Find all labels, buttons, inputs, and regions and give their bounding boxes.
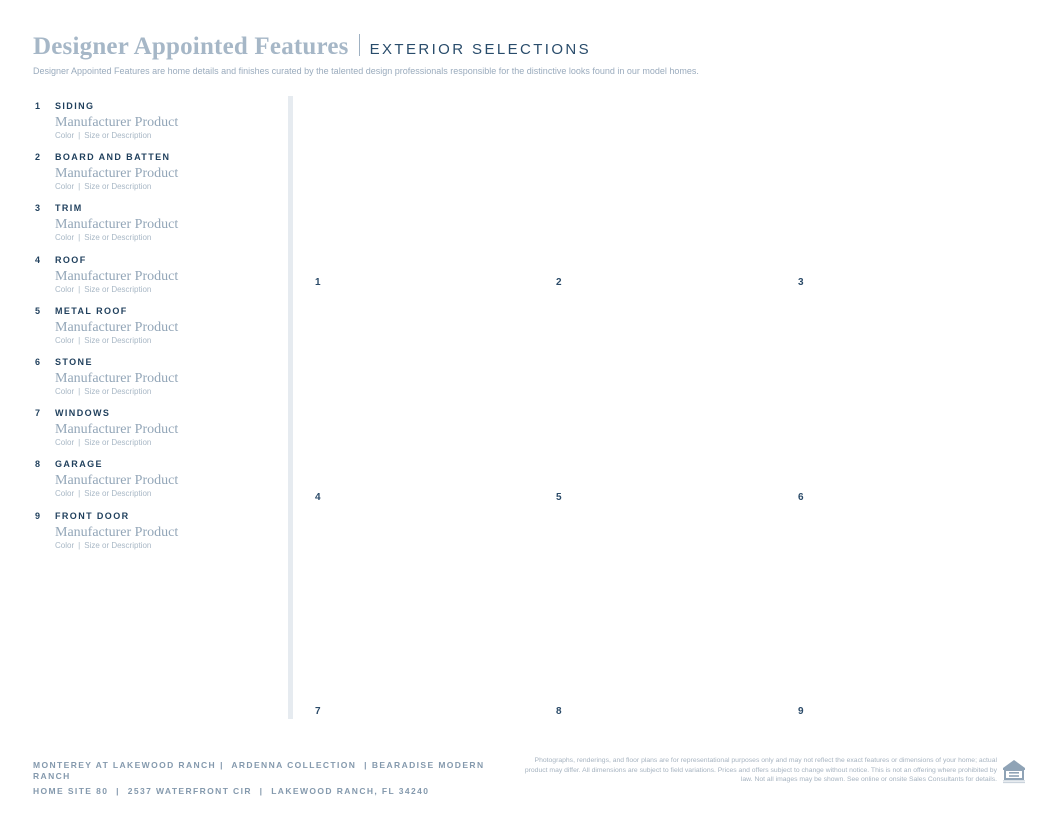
item-category: GARAGE (55, 459, 103, 470)
selection-item: 5 METAL ROOF Manufacturer Product Color | Size or Description (35, 305, 275, 356)
item-number: 1 (35, 101, 42, 111)
item-color: Color (55, 233, 75, 243)
item-size: Size or Description (84, 386, 152, 396)
item-color: Color (55, 284, 75, 294)
image-slot-label: 7 (315, 706, 321, 717)
item-number: 8 (35, 459, 42, 470)
item-number: 7 (35, 408, 42, 419)
item-category: ROOF (55, 254, 87, 265)
footer-collection: ARDENNA COLLECTION (231, 760, 357, 770)
footer-address-block: MONTEREY AT LAKEWOOD RANCH | ARDENNA COLLECTION | BEARADISE MODERN RANCH HOME SITE 80 | 2537 WATERFRONT CIR | LAKEWOOD RANCH, FL 34240 (33, 760, 485, 796)
item-category: TRIM (55, 203, 83, 214)
selection-item: 2 BOARD AND BATTEN Manufacturer Product Color | Size or Description (35, 151, 275, 202)
item-product: Manufacturer Product (55, 473, 179, 489)
selection-item: 6 STONE Manufacturer Product Color | Size or Description (35, 356, 275, 407)
footer-home-site: HOME SITE 80 (33, 786, 109, 796)
selection-list (35, 100, 275, 561)
item-product: Manufacturer Product (55, 217, 179, 233)
item-size: Size or Description (84, 438, 152, 448)
item-category: STONE (55, 356, 93, 367)
image-slot-label: 1 (315, 277, 321, 288)
title-divider (359, 34, 360, 56)
footer-address: 2537 WATERFRONT CIR (127, 786, 252, 796)
item-product: Manufacturer Product (55, 319, 179, 335)
item-number: 2 (35, 152, 42, 163)
selection-item: 9 FRONT DOOR Manufacturer Product Color | Size or Description (35, 510, 275, 561)
image-slot-label: 6 (798, 492, 804, 503)
page-title: Designer Appointed Features (33, 33, 349, 60)
image-slot-label: 9 (798, 706, 804, 717)
item-product: Manufacturer Product (55, 370, 179, 386)
page-header (33, 33, 591, 61)
item-number: 9 (35, 510, 42, 521)
item-size: Size or Description (84, 131, 152, 140)
image-slot-label: 3 (798, 277, 804, 288)
item-product: Manufacturer Product (55, 166, 179, 182)
selection-item: 7 WINDOWS Manufacturer Product Color | Size or Description (35, 407, 275, 458)
image-slot-label: 8 (556, 706, 562, 717)
item-color: Color (55, 386, 75, 396)
item-product: Manufacturer Product (55, 115, 179, 130)
footer-model: BEARADISE MODERN RANCH (33, 760, 485, 781)
image-slot-label: 5 (556, 492, 562, 503)
selection-item: 1 SIDING Manufacturer Product Color | Size or Description (35, 100, 275, 151)
item-size: Size or Description (84, 335, 152, 345)
item-category: METAL ROOF (55, 305, 128, 316)
item-category: WINDOWS (55, 408, 111, 419)
item-color: Color (55, 131, 75, 140)
image-slot-label: 2 (556, 277, 562, 288)
item-size: Size or Description (84, 540, 152, 550)
page-subtitle: EXTERIOR SELECTIONS (369, 41, 592, 58)
item-number: 6 (35, 356, 42, 367)
item-number: 4 (35, 254, 42, 265)
item-size: Size or Description (84, 489, 152, 499)
item-color: Color (55, 438, 75, 448)
item-color: Color (55, 489, 75, 499)
footer-community: MONTEREY AT LAKEWOOD RANCH (33, 760, 217, 770)
intro-text: Designer Appointed Features are home details and finishes curated by the talented design professionals responsible for the distinctive looks found in our model homes. (33, 66, 699, 76)
selection-item: 3 TRIM Manufacturer Product Color | Size or Description (35, 202, 275, 253)
equal-housing-logo-icon (1001, 758, 1027, 784)
item-color: Color (55, 335, 75, 345)
item-size: Size or Description (84, 182, 152, 192)
item-product: Manufacturer Product (55, 422, 179, 438)
selection-item: 8 GARAGE Manufacturer Product Color | Size or Description (35, 458, 275, 509)
footer-disclaimer: Photographs, renderings, and floor plans are for representational purposes only and may not reflect the exact features or dimensions of your home; actual product may differ. All dimensions are subject to field variations. Prices and offers subject to change without notice. This is not an offering where prohibited by law. Not all images may be shown. See online or onsite Sales Consultants for details. (524, 757, 997, 783)
vertical-divider (288, 96, 293, 719)
item-color: Color (55, 540, 75, 550)
item-color: Color (55, 182, 75, 192)
item-size: Size or Description (84, 233, 152, 243)
item-number: 5 (35, 305, 42, 316)
selection-item: 4 ROOF Manufacturer Product Color | Size or Description (35, 254, 275, 305)
item-product: Manufacturer Product (55, 524, 179, 540)
item-category: FRONT DOOR (55, 510, 130, 521)
item-number: 3 (35, 203, 42, 214)
item-category: BOARD AND BATTEN (55, 152, 171, 163)
footer-city: LAKEWOOD RANCH, FL 34240 (271, 786, 430, 796)
item-size: Size or Description (84, 284, 152, 294)
item-category: SIDING (55, 101, 95, 111)
image-slot-label: 4 (315, 492, 321, 503)
item-product: Manufacturer Product (55, 268, 179, 284)
